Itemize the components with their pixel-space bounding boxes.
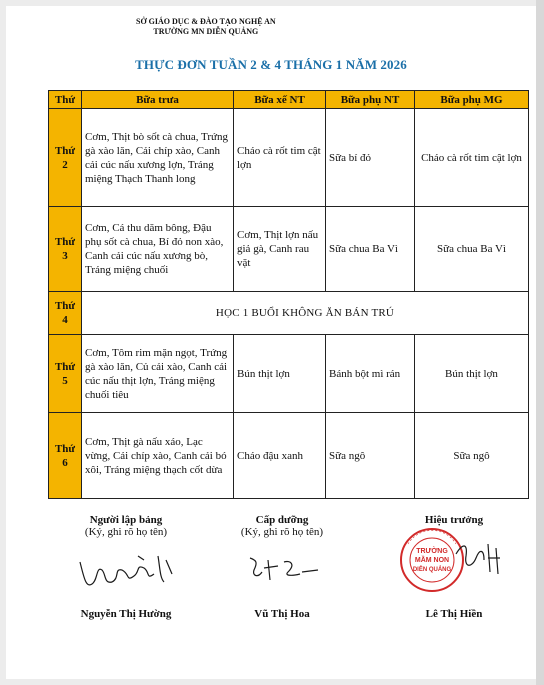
- handwritten-signature-icon: [244, 550, 324, 590]
- viewer-page-edge: [536, 0, 544, 685]
- column-header-snack-mg: Bữa phụ MG: [415, 91, 529, 109]
- signature-note: (Ký, ghi rõ họ tên): [240, 526, 324, 538]
- column-header-day: Thứ: [49, 91, 82, 109]
- signature-name: Nguyễn Thị Hường: [80, 608, 172, 620]
- table-row: [49, 413, 529, 499]
- header-school: TRƯỜNG MN DIỄN QUẢNG: [153, 27, 259, 36]
- snack-mg-cell: Sữa ngô: [415, 413, 529, 499]
- day-cell: Thứ 2: [49, 109, 82, 207]
- document-title: THỰC ĐƠN TUẦN 2 & 4 THÁNG 1 NĂM 2026: [135, 57, 407, 72]
- lunch-cell: Cơm, Cá thu dăm bông, Đậu phụ sốt cà chua, Bí đỏ non xào, Canh cải cúc nấu xương bò, Tráng miệng chuối: [82, 207, 234, 292]
- table-row: [49, 335, 529, 413]
- afternoon-nt-cell: Cháo cà rốt tim cật lợn: [234, 109, 326, 207]
- lunch-cell: Cơm, Thịt bò sốt cà chua, Trứng gà xào lăn, Cải chíp xào, Canh cải cúc nấu xương lợn, Tráng miệng Thạch Thanh long: [82, 109, 234, 207]
- no-meal-notice: HỌC 1 BUỔI KHÔNG ĂN BÁN TRÚ: [82, 292, 529, 335]
- day-cell: Thứ 3: [49, 207, 82, 292]
- snack-nt-cell: Sữa bí đỏ: [326, 109, 415, 207]
- signature-role: Hiệu trưởng: [424, 514, 484, 526]
- snack-mg-cell: Bún thịt lợn: [415, 335, 529, 413]
- afternoon-nt-cell: Bún thịt lợn: [234, 335, 326, 413]
- lunch-cell: Cơm, Thịt gà nấu xáo, Lạc vừng, Cải chíp xào, Canh cải bó xôi, Tráng miệng thạch cốt dừa: [82, 413, 234, 499]
- signature-section: [6, 514, 536, 634]
- signature-name: Vũ Thị Hoa: [254, 608, 310, 620]
- afternoon-nt-cell: Cơm, Thịt lợn nấu giả gà, Canh rau vặt: [234, 207, 326, 292]
- menu-table: [48, 90, 529, 499]
- lunch-cell: Cơm, Tôm rim mặn ngọt, Trứng gà xào lăn, Củ cải xào, Canh cải cúc nấu thịt lợn, Tráng miệng chuối tiêu: [82, 335, 234, 413]
- signature-role: Cấp dưỡng: [255, 514, 309, 526]
- table-row: [49, 292, 529, 335]
- document-header: [136, 17, 276, 37]
- day-cell: Thứ 4: [49, 292, 82, 335]
- snack-nt-cell: Bánh bột mì rán: [326, 335, 415, 413]
- table-row: [49, 207, 529, 292]
- column-header-afternoon-nt: Bữa xế NT: [234, 91, 326, 109]
- table-row: [49, 109, 529, 207]
- snack-mg-cell: Cháo cà rốt tim cật lợn: [415, 109, 529, 207]
- snack-nt-cell: Sữa ngô: [326, 413, 415, 499]
- column-header-snack-nt: Bữa phụ NT: [326, 91, 415, 109]
- stamp-line-3: DIỄN QUẢNG: [412, 567, 452, 573]
- signature-name: Lê Thị Hiền: [425, 608, 483, 620]
- snack-mg-cell: Sữa chua Ba Vì: [415, 207, 529, 292]
- column-header-lunch: Bữa trưa: [82, 91, 234, 109]
- day-cell: Thứ 5: [49, 335, 82, 413]
- stamp-line-2: MẦM NON: [414, 557, 450, 564]
- afternoon-nt-cell: Cháo đậu xanh: [234, 413, 326, 499]
- table-header-row: [49, 91, 529, 109]
- signature-block-cook: [202, 514, 362, 624]
- official-stamp-icon: [388, 524, 528, 594]
- signature-note: (Ký, ghi rõ họ tên): [84, 526, 168, 538]
- signature-block-preparer: [46, 514, 206, 624]
- signature-block-principal: [374, 514, 534, 624]
- header-department: SỞ GIÁO DỤC & ĐÀO TẠO NGHỆ AN: [136, 17, 276, 26]
- signature-role: Người lập bảng: [89, 514, 163, 526]
- stamp-line-1: TRƯỜNG: [416, 548, 448, 555]
- snack-nt-cell: Sữa chua Ba Vì: [326, 207, 415, 292]
- day-cell: Thứ 6: [49, 413, 82, 499]
- handwritten-signature-icon: [74, 548, 184, 592]
- document-page: [6, 6, 536, 679]
